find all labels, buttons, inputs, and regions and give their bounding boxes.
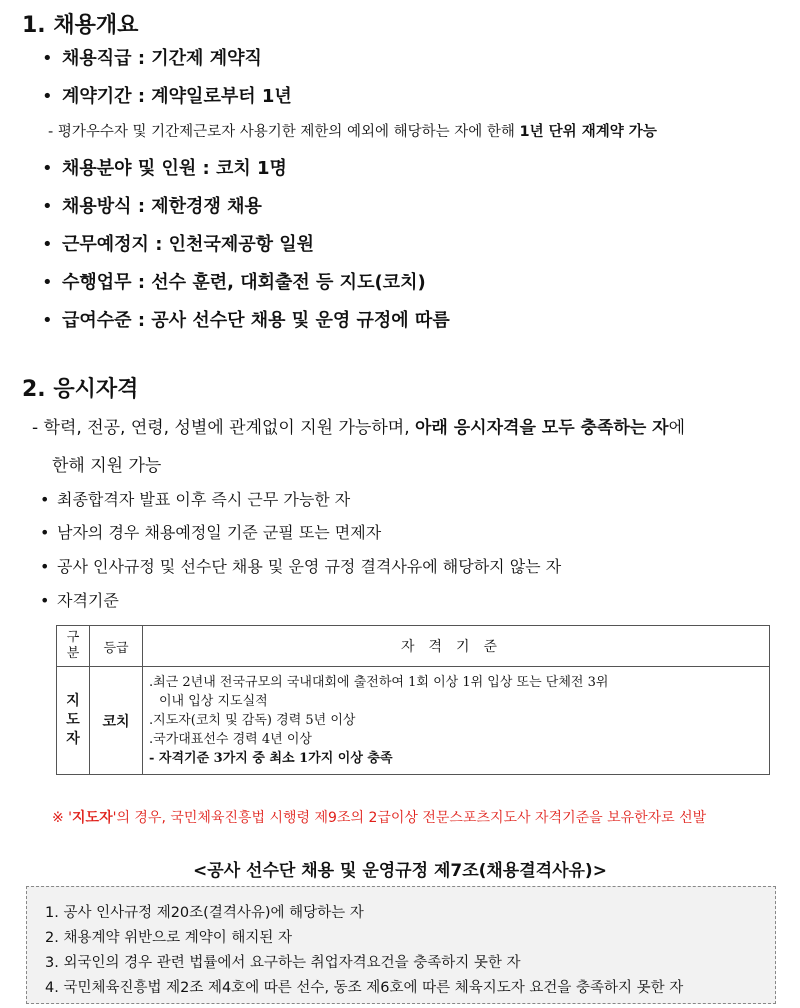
bullet-icon: • [40,523,50,542]
disqualification-item: 1. 공사 인사규정 제20조(결격사유)에 해당하는 자 [45,905,364,921]
coach-footnote: ※ '지도자'의 경우, 국민체육진흥법 시행령 제9조의 2급이상 전문스포츠지도사 자격기준을 보유한자로 선발 [52,810,707,826]
overview-item-location: • 근무예정지 : 인천국제공항 일원 [42,234,315,255]
disqualification-item: 3. 외국인의 경우 관련 법률에서 요구하는 취업자격요건을 충족하지 못한 자 [45,955,521,971]
renewal-note: - 평가우수자 및 기간제근로자 사용기한 제한의 예외에 해당하는 자에 한해 1년 단위 재계약 가능 [48,124,657,140]
bullet-icon: • [42,158,53,179]
bullet-icon: • [40,490,50,509]
header-criteria: 자격기준 [143,626,770,667]
disqualification-box [26,886,776,1004]
qualification-table [56,625,770,775]
section2-title: 2. 응시자격 [22,377,139,402]
row-grade: 코치 [90,667,143,775]
eligibility-bullet: • 최종합격자 발표 이후 즉시 근무 가능한 자 [40,490,351,509]
criteria-line: .지도자(코치 및 감독) 경력 5년 이상 [149,713,356,728]
bullet-icon: • [42,86,53,107]
eligibility-bullet: • 남자의 경우 채용예정일 기준 군필 또는 면제자 [40,523,382,542]
criteria-line: .국가대표선수 경력 4년 이상 [149,732,312,747]
criteria-line: .최근 2년내 전국규모의 국내대회에 출전하여 1회 이상 1위 입상 또는 단체전 3위 [149,675,609,690]
bullet-icon: • [42,234,53,255]
eligibility-bullet: • 공사 인사규정 및 선수단 채용 및 운영 규정 결격사유에 해당하지 않는 자 [40,557,562,576]
overview-item-method: • 채용방식 : 제한경쟁 채용 [42,196,262,217]
criteria-line: 이내 입상 지도실적 [159,694,268,709]
overview-item-salary: • 급여수준 : 공사 선수단 채용 및 운영 규정에 따름 [42,310,450,331]
bullet-icon: • [42,272,53,293]
regulation-title: <공사 선수단 채용 및 운영규정 제7조(채용결격사유)> [193,861,607,881]
overview-item-field: • 채용분야 및 인원 : 코치 1명 [42,158,287,179]
eligibility-intro-line2: 한해 지원 가능 [52,456,162,476]
bullet-icon: • [42,310,53,331]
section1-title: 1. 채용개요 [22,13,139,38]
bullet-icon: • [42,48,53,69]
disqualification-item: 2. 채용계약 위반으로 계약이 해지된 자 [45,930,292,946]
header-category: 구 분 [57,626,90,667]
overview-item-contract-period: • 계약기간 : 계약일로부터 1년 [42,86,292,107]
row-category: 지 도 자 [57,667,90,775]
criteria-line: - 자격기준 3가지 중 최소 1가지 이상 충족 [149,751,393,766]
bullet-icon: • [40,557,50,576]
overview-item-position: • 채용직급 : 기간제 계약직 [42,48,262,69]
disqualification-item: 4. 국민체육진흥법 제2조 제4호에 따른 선수, 동조 제6호에 따른 체육지도자 요건을 충족하지 못한 자 [45,980,684,996]
bullet-icon: • [42,196,53,217]
table-row [57,667,770,775]
eligibility-bullet: • 자격기준 [40,591,119,610]
eligibility-intro: - 학력, 전공, 연령, 성별에 관계없이 지원 가능하며, 아래 응시자격을 모두 충족하는 자에 [32,418,686,438]
row-criteria [143,667,770,775]
overview-item-duties: • 수행업무 : 선수 훈련, 대회출전 등 지도(코치) [42,272,426,293]
table-header-row [57,626,770,667]
bullet-icon: • [40,591,50,610]
header-grade: 등급 [90,626,143,667]
